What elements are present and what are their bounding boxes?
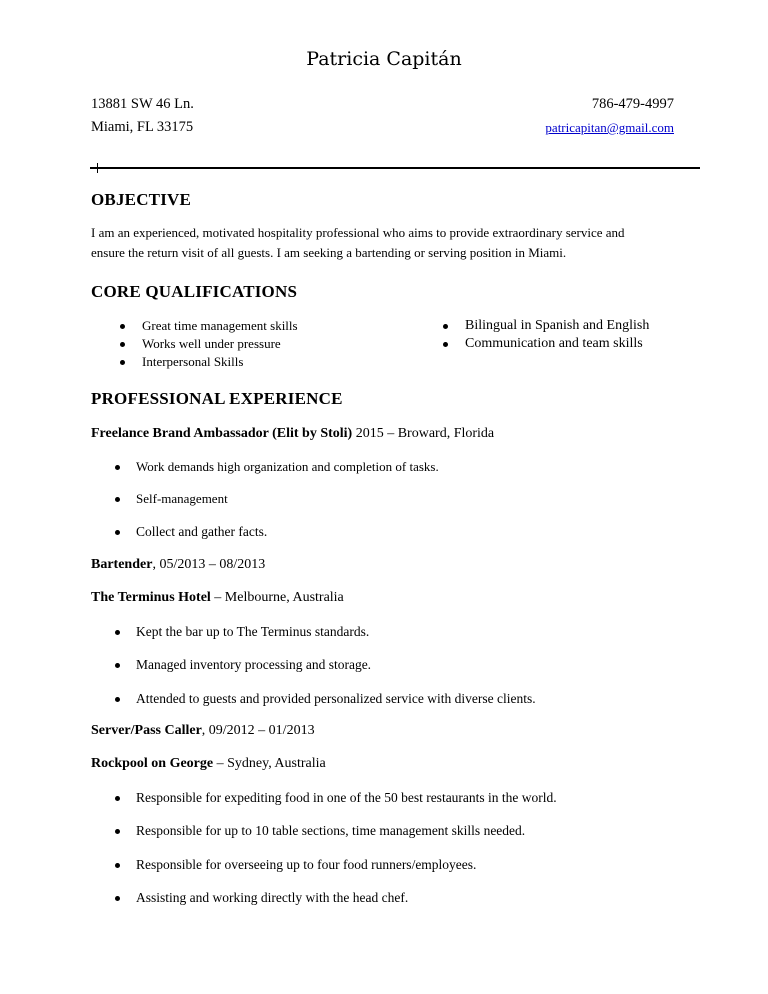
address-line-2: Miami, FL 33175 [91,119,194,135]
header-divider [90,167,700,169]
bullet-icon [115,829,120,834]
duty-item: Assisting and working directly with the head chef. [136,890,409,905]
qualification-item: Interpersonal Skills [142,354,244,369]
duty-item: Responsible for overseeing up to four food runners/employees. [136,857,477,872]
phone-number: 786-479-4997 [591,96,674,112]
job-dates: , 05/2013 – 08/2013 [152,557,266,572]
bullet-icon [115,896,120,901]
job-title-line [91,557,265,573]
qualification-item: Bilingual in Spanish and English [465,318,650,333]
job-location: – Sydney, Australia [213,756,326,771]
duty-item: Responsible for up to 10 table sections, time management skills needed. [136,823,526,838]
bullet-icon [120,360,125,365]
bullet-icon [115,530,120,535]
job-title: Freelance Brand Ambassador (Elit by Stoli) [91,426,353,441]
bullet-icon [115,663,120,668]
bullet-icon [443,324,448,329]
qualification-item: Works well under pressure [142,336,281,351]
duty-item: Managed inventory processing and storage. [136,657,372,672]
job-employer: The Terminus Hotel [91,590,211,605]
duty-item: Attended to guests and provided personalized service with diverse clients. [136,691,536,706]
bullet-icon [443,342,448,347]
objective-line-2: ensure the return visit of all guests. I am seeking a bartending or serving position in Miami. [91,245,567,260]
bullet-icon [115,465,120,470]
bullet-icon [115,697,120,702]
job-employer-line [91,590,344,606]
job-title: Bartender [91,557,153,572]
bullet-icon [115,630,120,635]
bullet-icon [115,497,120,502]
bullet-icon [120,342,125,347]
email-link[interactable]: patricapitan@gmail.com [545,120,674,135]
job-details: 2015 – Broward, Florida [352,426,495,441]
address-line-1: 13881 SW 46 Ln. [91,96,194,112]
job-title: Server/Pass Caller [91,723,202,738]
job-title-line [91,426,494,442]
duty-item: Work demands high organization and completion of tasks. [136,459,439,474]
objective-heading: OBJECTIVE [91,190,192,209]
job-dates: , 09/2012 – 01/2013 [201,723,315,738]
duty-item: Collect and gather facts. [136,524,268,539]
duty-item: Responsible for expediting food in one of the 50 best restaurants in the world. [136,790,557,805]
qualification-item: Great time management skills [142,318,298,333]
bullet-icon [115,796,120,801]
qualifications-heading: CORE QUALIFICATIONS [91,282,298,301]
job-location: – Melbourne, Australia [210,590,344,605]
experience-heading: PROFESSIONAL EXPERIENCE [91,389,343,408]
bullet-icon [120,324,125,329]
job-title-line [91,723,315,739]
duty-item: Kept the bar up to The Terminus standards. [136,624,370,639]
objective-line-1: I am an experienced, motivated hospitality professional who aims to provide extraordinary service and [91,225,625,240]
job-employer: Rockpool on George [91,756,214,771]
bullet-icon [115,863,120,868]
candidate-name: Patricia Capitán [306,48,462,70]
job-employer-line [91,756,326,772]
qualification-item: Communication and team skills [465,336,643,351]
duty-item: Self-management [136,491,228,506]
